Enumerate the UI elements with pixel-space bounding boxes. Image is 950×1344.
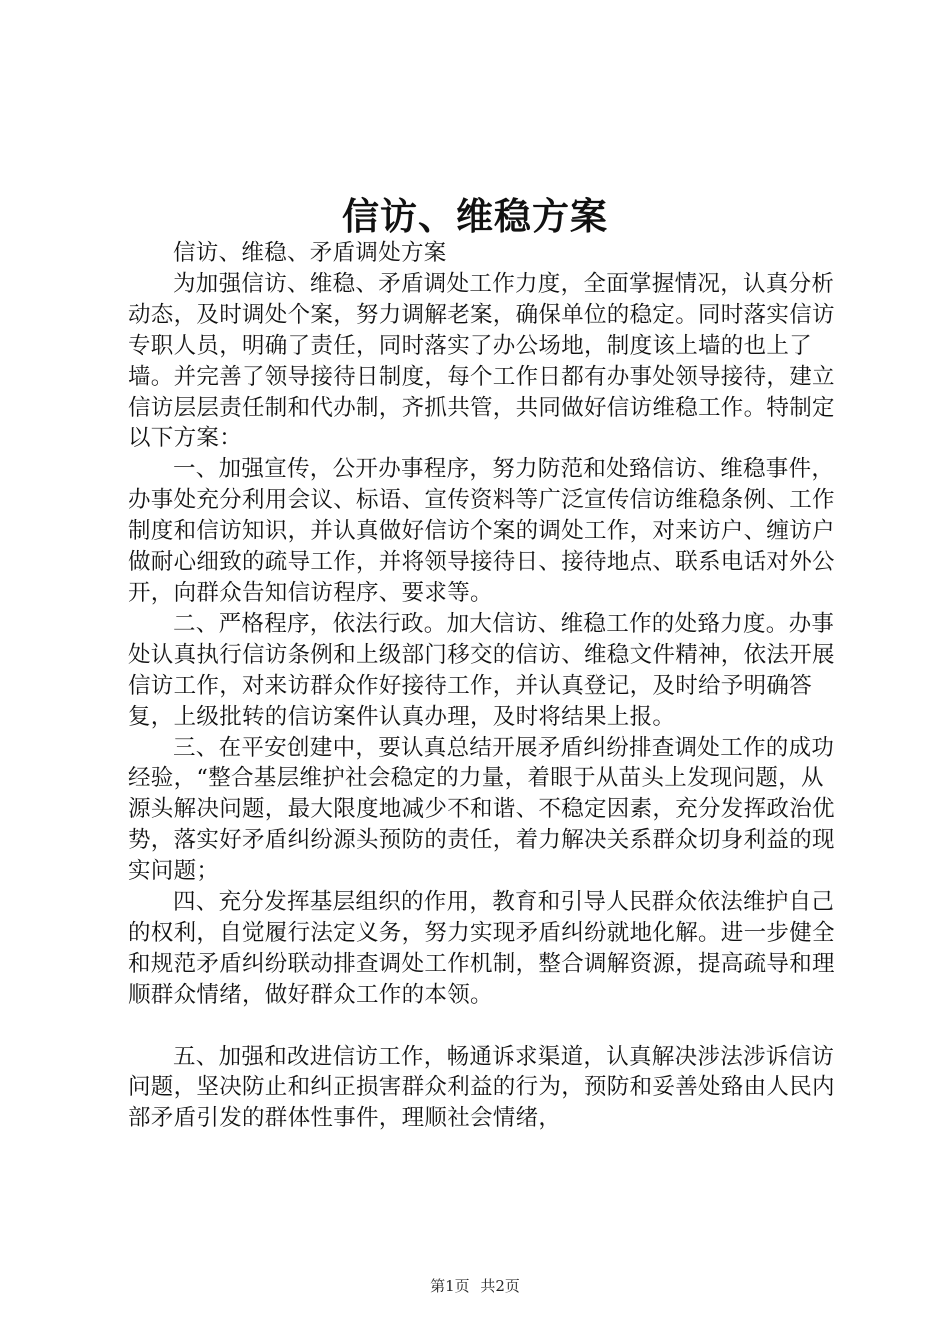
paragraph-intro: 为加强信访、维稳、矛盾调处工作力度，全面掌握情况，认真分析动态，及时调处个案，努力调解老案，确保单位的稳定。同时落实信访专职人员，明确了责任，同时落实了办公场地，制度该上墙的也上了墙。并完善了领导接待日制度，每个工作日都有办事处领导接待，建立信访层层责任制和代办制，齐抓共管，共同做好信访维稳工作。特制定以下方案： (128, 270, 835, 452)
document-title: 信访、维稳方案 (342, 194, 608, 238)
document-body (128, 238, 840, 1134)
paragraph-item-4: 四、充分发挥基层组织的作用，教育和引导人民群众依法维护自己的权利，自觉履行法定义务，努力实现矛盾纠纷就地化解。进一步健全和规范矛盾纠纷联动排查调处工作机制，整合调解资源，提高疏导和理顺群众情绪，做好群众工作的本领。 (128, 889, 835, 1008)
page-number: 第1页 (430, 1277, 470, 1295)
paragraph-item-1: 一、加强宣传，公开办事程序，努力防范和处臵信访、维稳事件，办事处充分利用会议、标语、宣传资料等广泛宣传信访维稳条例、工作制度和信访知识，并认真做好信访个案的调处工作，对来访户、缠访户做耐心细致的疏导工作，并将领导接待日、接待地点、联系电话对外公开，向群众告知信访程序、要求等。 (128, 456, 835, 606)
page-footer (0, 1275, 950, 1296)
paragraph-item-3: 三、在平安创建中，要认真总结开展矛盾纠纷排查调处工作的成功经验，“整合基层维护社会稳定的力量，着眼于从苗头上发现问题，从源头解决问题，最大限度地减少不和谐、不稳定因素，充分发挥政治优势，落实好矛盾纠纷源头预防的责任，着力解决关系群众切身利益的现实问题； (128, 734, 835, 885)
paragraph-item-2: 二、严格程序，依法行政。加大信访、维稳工作的处臵力度。办事处认真执行信访条例和上级部门移交的信访、维稳文件精神，依法开展信访工作，对来访群众作好接待工作，并认真登记，及时给予明确答复，上级批转的信访案件认真办理，及时将结果上报。 (128, 610, 835, 730)
paragraph-item-5: 五、加强和改进信访工作，畅通诉求渠道，认真解决涉法涉诉信访问题，坚决防止和纠正损害群众利益的行为，预防和妥善处臵由人民内部矛盾引发的群体性事件，理顺社会情绪， (128, 1043, 835, 1132)
page-total: 共2页 (480, 1277, 520, 1295)
paragraph-subtitle: 信访、维稳、矛盾调处方案 (173, 240, 447, 266)
